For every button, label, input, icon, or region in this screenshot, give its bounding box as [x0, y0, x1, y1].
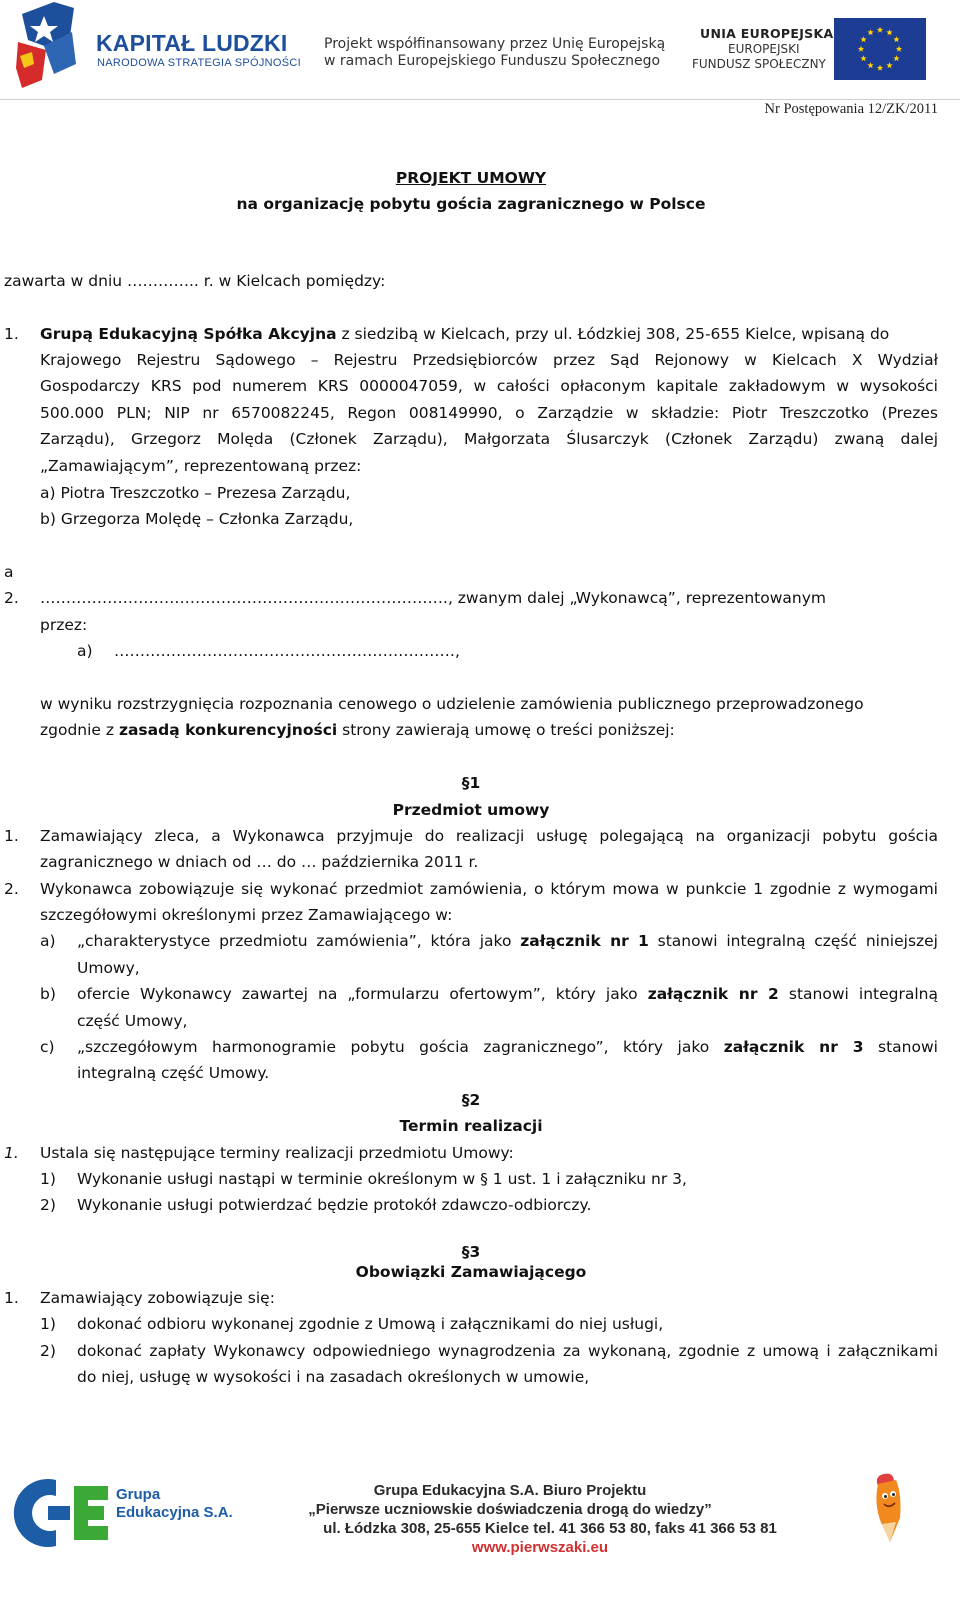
s1-p1-line-2: zagranicznego w dniach od … do … października 2011 r.: [40, 853, 479, 871]
section-3-title: Obowiązki Zamawiającego: [355, 1263, 587, 1281]
s2-p1-number: 1.: [4, 1144, 19, 1162]
s3-item-2-label: 2): [40, 1342, 56, 1360]
footer-org: Grupa Edukacyjna S.A. Biuro Projektu: [373, 1482, 647, 1499]
s1-item-b-line-2: część Umowy,: [77, 1012, 188, 1030]
party-1-name: Grupą Edukacyjną Spółka Akcyjna: [40, 325, 337, 343]
header-divider: [0, 99, 960, 100]
footer-address: ul. Łódzka 308, 25-655 Kielce tel. 41 366 53 80, faks 41 366 53 81: [323, 1520, 777, 1537]
eu-flag-icon: [834, 18, 926, 80]
logo-subtitle: NARODOWA STRATEGIA SPÓJNOŚCI: [97, 57, 301, 69]
s2-p1-text: Ustala się następujące terminy realizacji przedmiotu Umowy:: [40, 1144, 514, 1162]
section-2-mark: §2: [461, 1091, 481, 1109]
s1-p2-number: 2.: [4, 880, 19, 898]
document-subtitle: na organizację pobytu gościa zagranicznego w Polsce: [236, 195, 706, 213]
eu-title: UNIA EUROPEJSKA: [700, 26, 834, 41]
s1-item-b-line-1: ofercie Wykonawcy zawartej na „formularzu ofertowym”, który jako załącznik nr 2 stanowi integralną: [77, 985, 938, 1003]
attachment-ref: załącznik nr 3: [723, 1038, 864, 1056]
party-1-line-5: Zarządu), Grzegorz Molęda (Członek Zarządu), Małgorzata Ślusarczyk (Członek Zarządu) zwaną dalej: [40, 430, 938, 448]
party-1-line-2: Krajowego Rejestru Sądowego – Rejestru Przedsiębiorców przez Sąd Rejonowy w Kielcach X Wydział: [40, 351, 938, 369]
s3-item-1-label: 1): [40, 1315, 56, 1333]
section-1-title: Przedmiot umowy: [392, 801, 550, 819]
section-1-mark: §1: [461, 774, 481, 792]
footer-logo-line-2: Edukacyjna S.A.: [116, 1504, 233, 1521]
s1-p1-line-1: Zamawiający zleca, a Wykonawca przyjmuje do realizacji usługę polegającą na organizacji pobytu gościa: [40, 827, 938, 845]
project-line-1: Projekt współfinansowany przez Unię Europejską: [324, 36, 666, 52]
s1-p2-line-1: Wykonawca zobowiązuje się wykonać przedmiot zamówienia, o którym mowa w punkcie 1 zgodnie z wymogami: [40, 880, 938, 898]
basis-bold-term: zasadą konkurencyjności: [118, 721, 338, 739]
party-1-rep-a: a) Piotra Treszczotko – Prezesa Zarządu,: [40, 484, 351, 502]
party-1-rep-b: b) Grzegorza Molędę – Członka Zarządu,: [40, 510, 354, 528]
s1-item-b-label: b): [40, 985, 56, 1003]
s3-item-2-line-2: do niej, usługę w wysokości i na zasadach określonych w umowie,: [77, 1368, 590, 1386]
s1-p2-line-2: szczegółowymi określonymi przez Zamawiającego w:: [40, 906, 453, 924]
reference-number: Nr Postępowania 12/ZK/2011: [764, 101, 938, 117]
kapital-ludzki-emblem-icon: [14, 2, 82, 92]
s2-item-2-label: 2): [40, 1196, 56, 1214]
party-2-number: 2.: [4, 589, 19, 607]
s3-p1-number: 1.: [4, 1289, 19, 1307]
s3-item-1-text: dokonać odbioru wykonanej zgodnie z Umową i załącznikami do niej usługi,: [77, 1315, 664, 1333]
conjunction-a: a: [4, 563, 14, 581]
s3-p1-text: Zamawiający zobowiązuje się:: [40, 1289, 275, 1307]
attachment-ref: załącznik nr 2: [647, 985, 779, 1003]
section-3-mark: §3: [461, 1243, 481, 1261]
s2-item-2-text: Wykonanie usługi potwierdzać będzie protokół zdawczo-odbiorczy.: [77, 1196, 592, 1214]
s1-item-a-line-1: „charakterystyce przedmiotu zamówienia”, która jako załącznik nr 1 stanowi integralną część niniejszej: [77, 932, 938, 950]
party-1-line-4: 500.000 PLN; NIP nr 6570082245, Regon 008149990, o Zarządzie w składzie: Piotr Treszczotko (Prezes: [40, 404, 938, 422]
footer-slogan: „Pierwsze uczniowskie doświadczenia drogą do wiedzy”: [308, 1501, 712, 1518]
basis-line-1: w wyniku rozstrzygnięcia rozpoznania cenowego o udzielenie zamówienia publicznego przeprowadzonego: [40, 695, 864, 713]
footer-website[interactable]: www.pierwszaki.eu: [471, 1539, 609, 1556]
s1-item-c-line-1: „szczegółowym harmonogramie pobytu gościa zagranicznego”, który jako załącznik nr 3 stanowi: [77, 1038, 938, 1056]
s1-item-a-line-2: Umowy,: [77, 959, 140, 977]
s1-item-c-line-2: integralną część Umowy.: [77, 1064, 270, 1082]
party-2-line-1: ……………………………………………………………………., zwanym dalej „Wykonawcą”, reprezentowanym: [40, 589, 826, 607]
s3-item-2-line-1: dokonać zapłaty Wykonawcy odpowiedniego wynagrodzenia za wykonaną, zgodnie z umową i załącznikami: [77, 1342, 938, 1360]
eu-line-2: EUROPEJSKI: [728, 42, 800, 56]
party-1-line-1: Grupą Edukacyjną Spółka Akcyjna z siedzibą w Kielcach, przy ul. Łódzkiej 308, 25-655 Kielce, wpisaną do: [40, 325, 890, 343]
s1-p1-number: 1.: [4, 827, 19, 845]
attachment-ref: załącznik nr 1: [520, 932, 649, 950]
footer-logo-line-1: Grupa: [116, 1486, 161, 1503]
party-2-rep-placeholder: …………………………………………………………,: [114, 642, 460, 660]
logo-title: KAPITAŁ LUDZKI: [96, 30, 288, 56]
party-1-number: 1.: [4, 325, 19, 343]
project-line-2: w ramach Europejskiego Funduszu Społecznego: [324, 53, 661, 69]
grupa-edukacyjna-logo-icon: [12, 1472, 110, 1554]
eu-line-3: FUNDUSZ SPOŁECZNY: [692, 57, 826, 71]
pencil-mascot-icon: [868, 1472, 908, 1548]
s2-item-1-label: 1): [40, 1170, 56, 1188]
contract-intro: zawarta w dniu ………….. r. w Kielcach pomiędzy:: [4, 272, 386, 290]
s2-item-1-text: Wykonanie usługi nastąpi w terminie określonym w § 1 ust. 1 i załączniku nr 3,: [77, 1170, 687, 1188]
party-2-line-2: przez:: [40, 616, 88, 634]
party-1-line-6: „Zamawiającym”, reprezentowaną przez:: [40, 457, 362, 475]
basis-line-2: zgodnie z zasadą konkurencyjności strony zawierają umowę o treści poniższej:: [40, 721, 675, 739]
party-2-name-placeholder: …………………………………………………………………….: [40, 589, 448, 607]
s1-item-c-label: c): [40, 1038, 55, 1056]
document-title: PROJEKT UMOWY: [395, 169, 547, 187]
s1-item-a-label: a): [40, 932, 56, 950]
section-2-title: Termin realizacji: [399, 1117, 543, 1135]
party-2-rep-label: a): [77, 642, 93, 660]
party-1-line-3: Gospodarczy KRS pod numerem KRS 0000047059, w całości opłaconym kapitale zakładowym w wysokości: [40, 377, 938, 395]
